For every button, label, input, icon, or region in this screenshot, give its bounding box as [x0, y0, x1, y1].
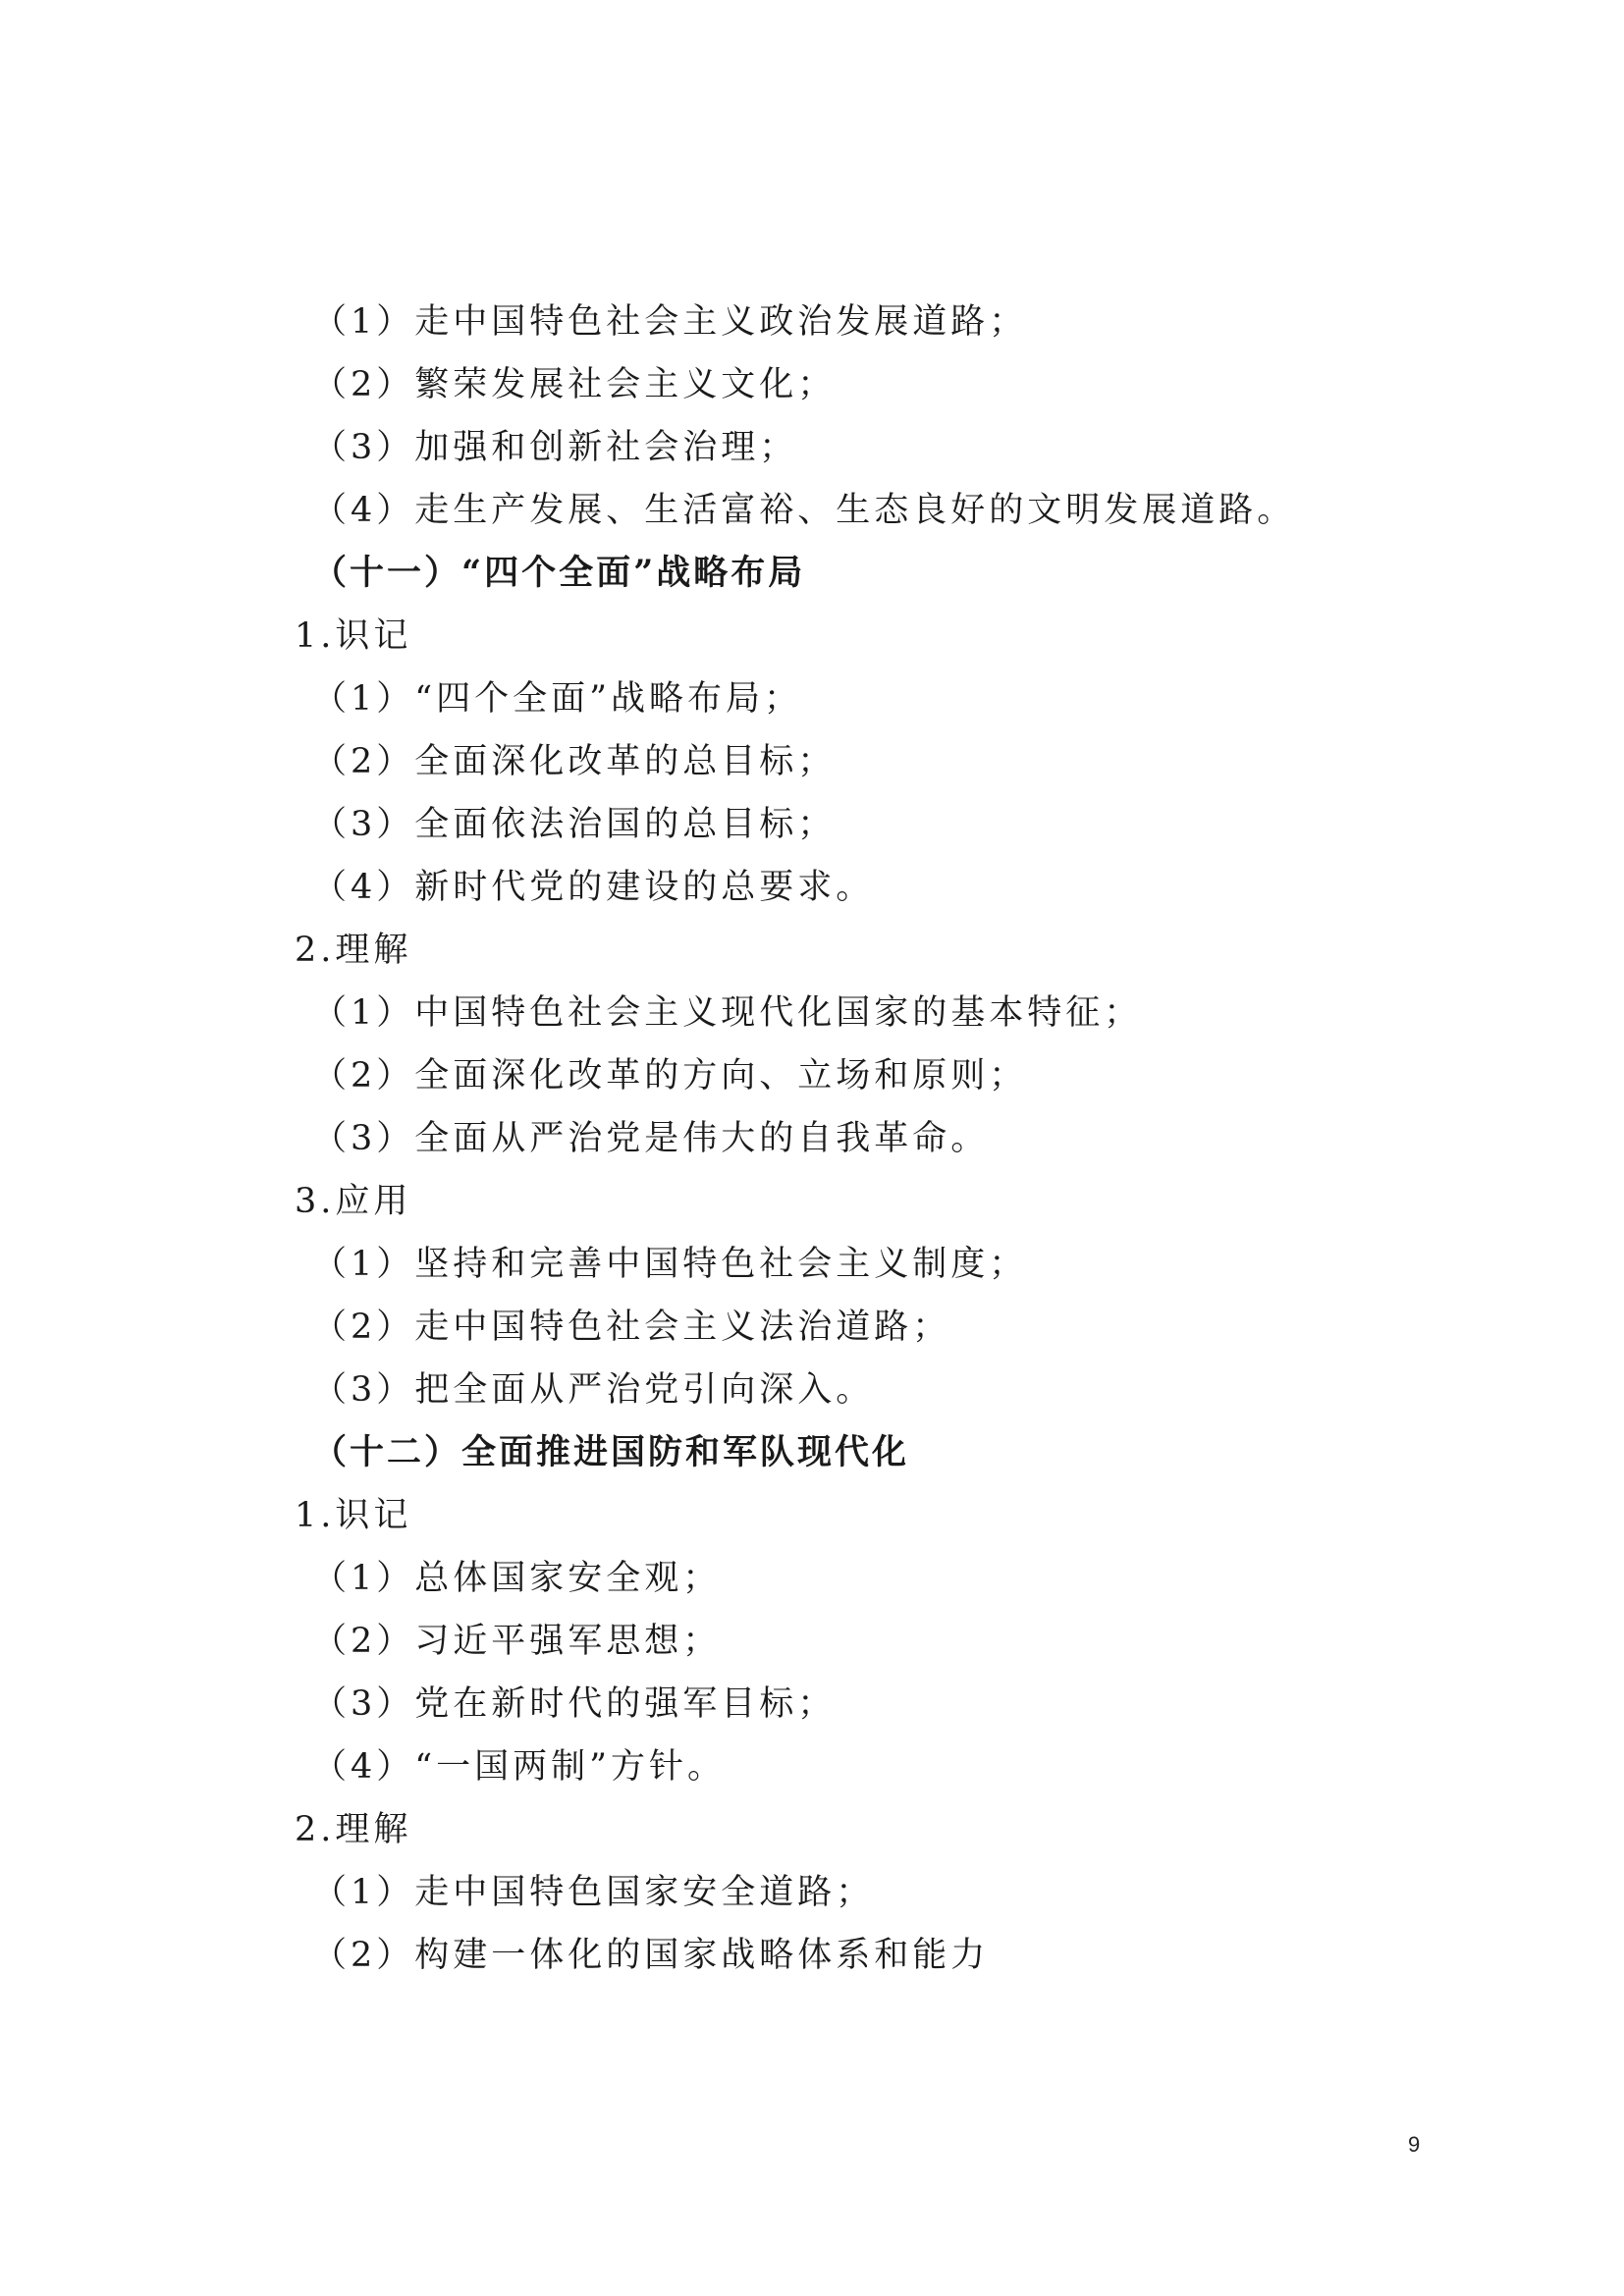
subsection-heading: 2.理解: [295, 931, 412, 970]
list-item: （2）全面深化改革的总目标；: [312, 742, 837, 781]
list-item: （2）全面深化改革的方向、立场和原则；: [312, 1056, 1028, 1095]
page-number: 9: [1408, 2132, 1421, 2157]
list-item: （3）党在新时代的强军目标；: [312, 1684, 837, 1724]
document-body: [295, 291, 1335, 1987]
list-item: （4）新时代党的建设的总要求。: [312, 868, 875, 907]
list-item: （2）走中国特色社会主义法治道路；: [312, 1308, 951, 1347]
list-item: （1）“四个全面”战略布局；: [312, 679, 803, 719]
list-item: （2）习近平强军思想；: [312, 1622, 722, 1661]
list-item: （2）构建一体化的国家战略体系和能力: [312, 1936, 990, 1975]
list-item: （3）加强和创新社会治理；: [312, 428, 798, 467]
subsection-heading: 1.识记: [295, 1496, 412, 1535]
list-item: （3）把全面从严治党引向深入。: [312, 1370, 875, 1410]
list-item: （1）走中国特色国家安全道路；: [312, 1873, 875, 1912]
list-item: （1）中国特色社会主义现代化国家的基本特征；: [312, 993, 1143, 1033]
list-item: （4）走生产发展、生活富裕、生态良好的文明发展道路。: [312, 491, 1296, 530]
list-item: （3）全面依法治国的总目标；: [312, 805, 837, 844]
list-item: （4）“一国两制”方针。: [312, 1747, 727, 1787]
list-item: （1）坚持和完善中国特色社会主义制度；: [312, 1245, 1028, 1284]
list-item: （2）繁荣发展社会主义文化；: [312, 365, 837, 404]
list-item: （1）走中国特色社会主义政治发展道路；: [312, 302, 1028, 342]
section-heading: （十一）“四个全面”战略布局: [312, 553, 806, 593]
subsection-heading: 3.应用: [295, 1182, 412, 1221]
subsection-heading: 1.识记: [295, 616, 412, 656]
section-heading: （十二）全面推进国防和军队现代化: [312, 1432, 910, 1472]
list-item: （1）总体国家安全观；: [312, 1559, 722, 1598]
list-item: （3）全面从严治党是伟大的自我革命。: [312, 1119, 990, 1158]
subsection-heading: 2.理解: [295, 1810, 412, 1849]
